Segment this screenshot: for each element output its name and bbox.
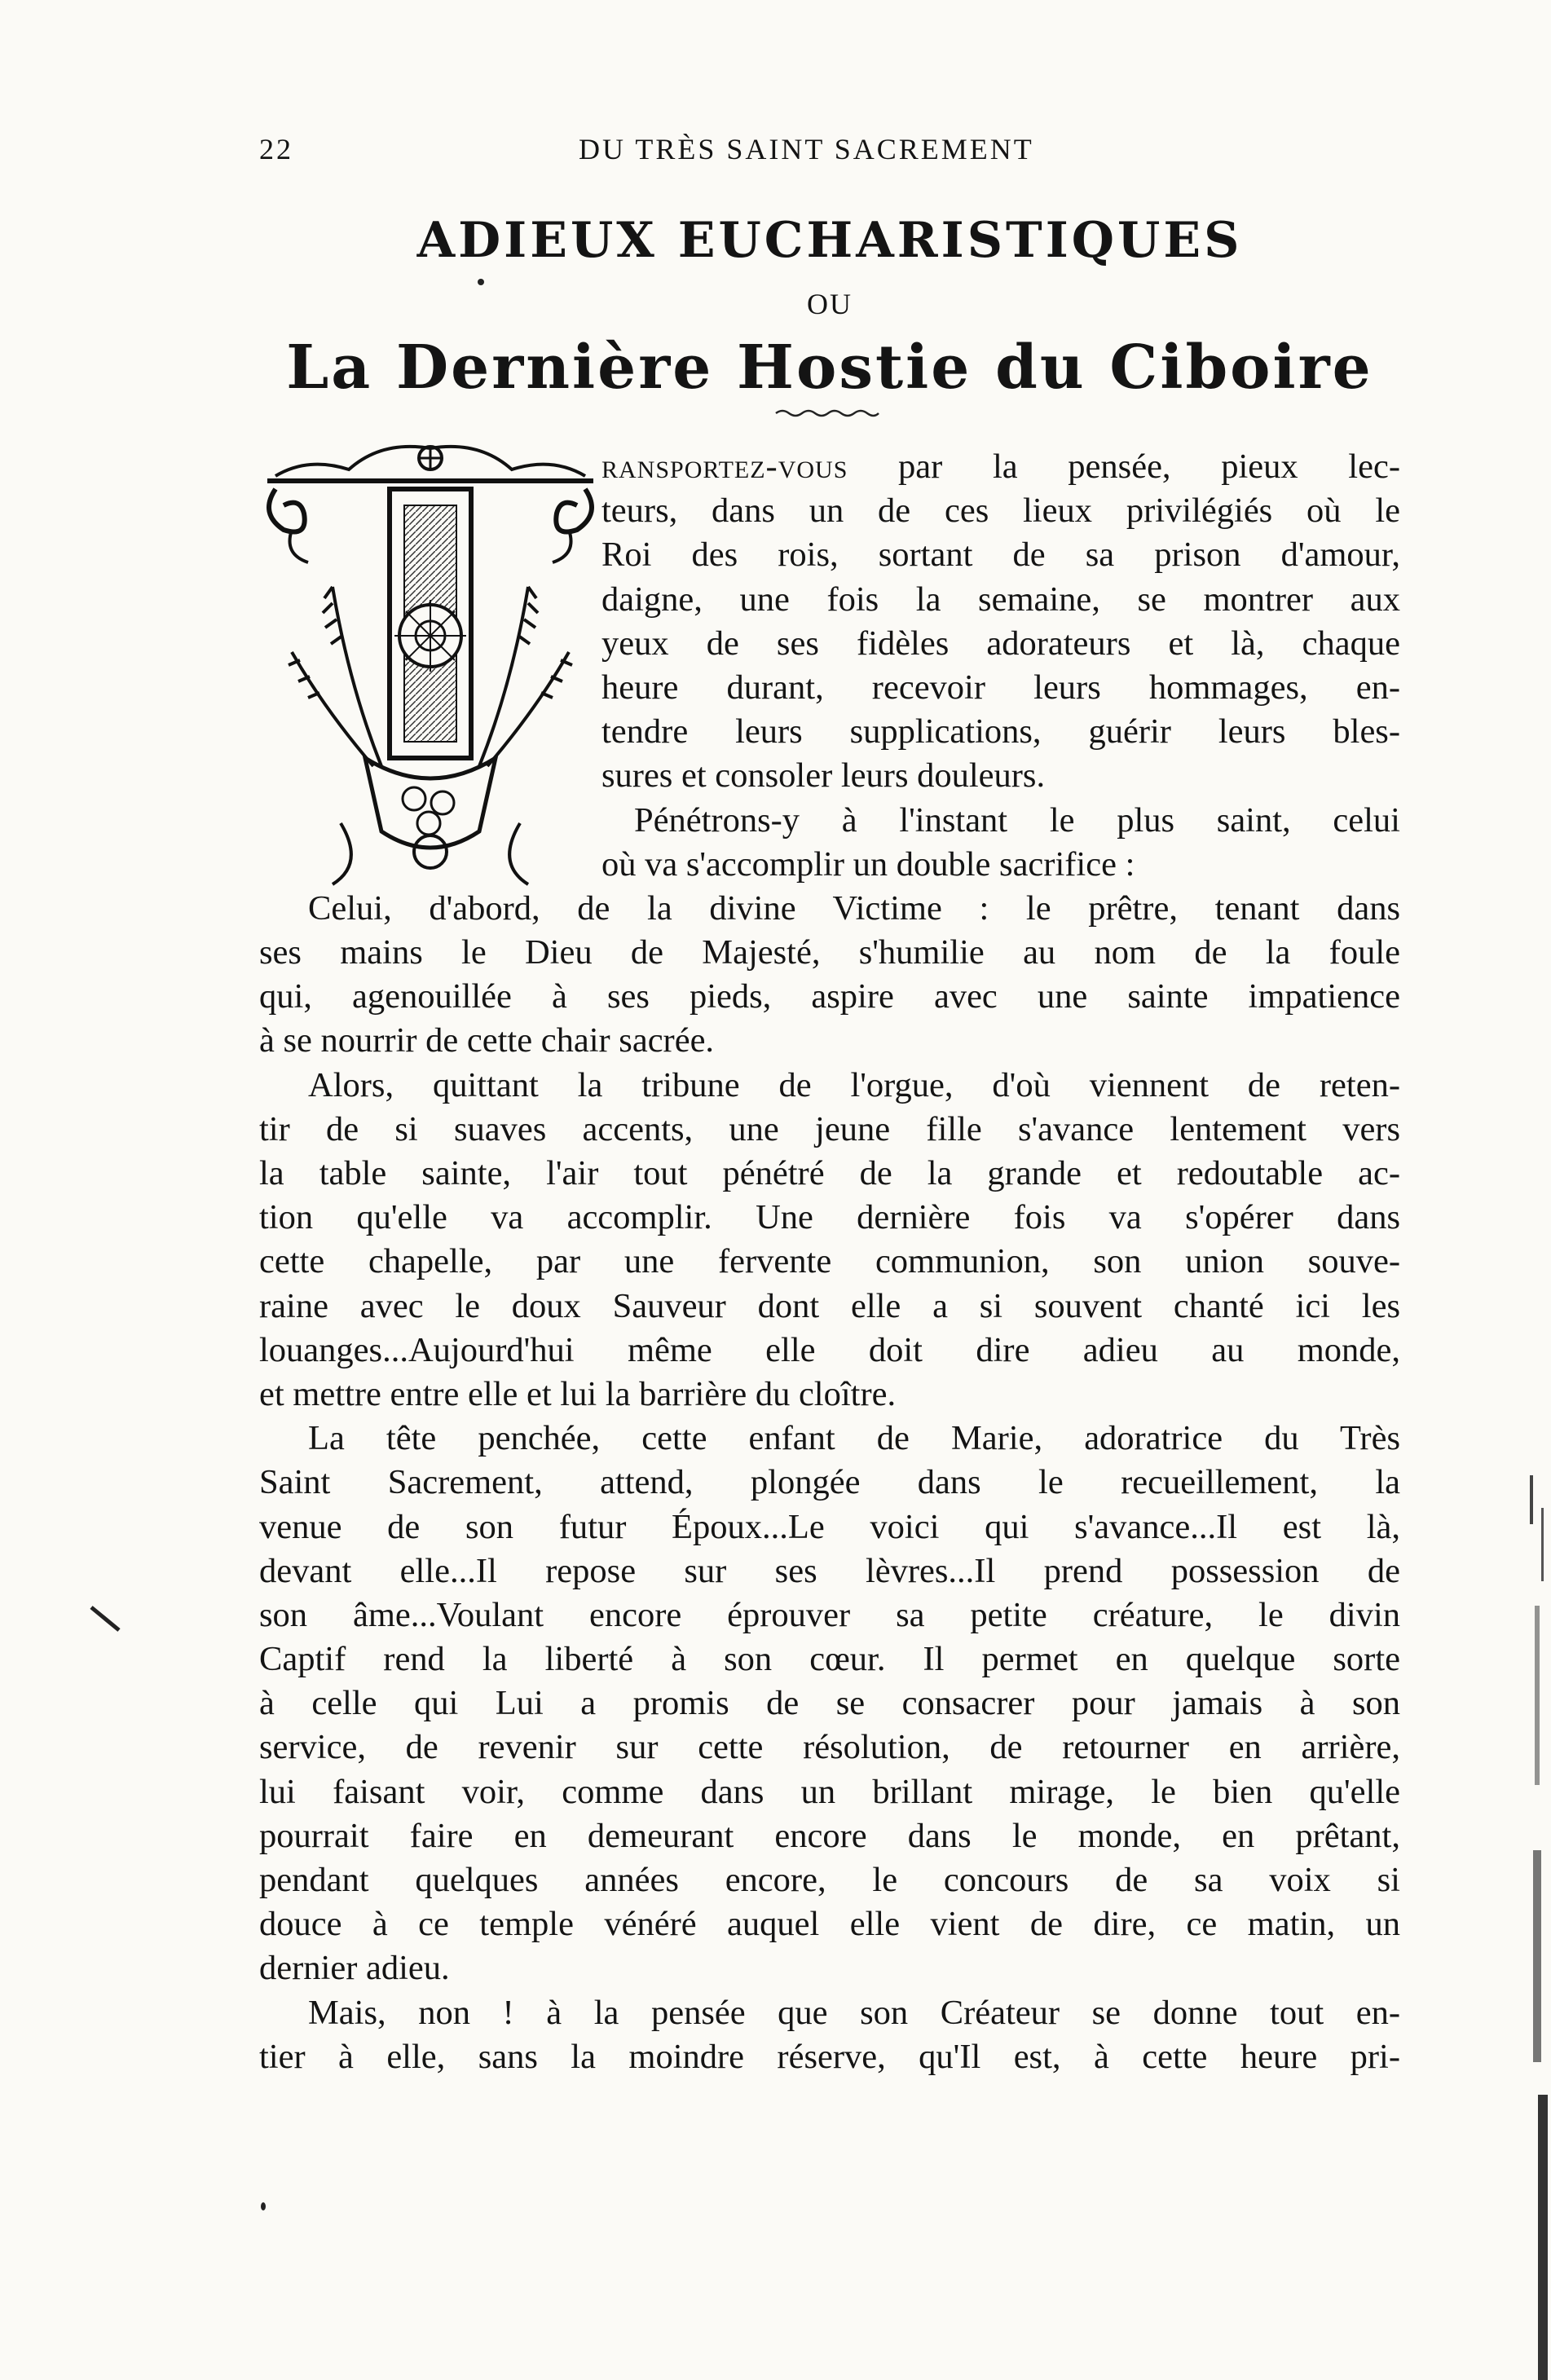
text-line: venue de son futur Époux...Le voici qui s'avance...Il est là, — [259, 1507, 1400, 1546]
text-line: pourrait faire en demeurant encore dans le monde, en prêtant, — [259, 1816, 1400, 1855]
text-line: tier à elle, sans la moindre réserve, qu'Il est, à cette heure pri- — [259, 2037, 1400, 2076]
text-line: la table sainte, l'air tout pénétré de la grande et redoutable ac- — [259, 1154, 1400, 1192]
text-line: qui, agenouillée à ses pieds, aspire avec une sainte impatience — [259, 977, 1400, 1016]
text-line: yeux de ses fidèles adorateurs et là, chaque — [601, 624, 1400, 663]
text-line: tir de si suaves accents, une jeune fille s'avance lentement vers — [259, 1109, 1400, 1148]
speck-mark-icon — [476, 277, 486, 287]
text-line: Roi des rois, sortant de sa prison d'amour, — [601, 536, 1400, 575]
title-rule-ornament-icon — [774, 408, 880, 419]
text-line: lui faisant voir, comme dans un brillant mirage, le bien qu'elle — [259, 1772, 1400, 1811]
text-line: dernier adieu. — [259, 1949, 450, 1988]
chapter-title: ADIEUX EUCHARISTIQUES — [416, 212, 1243, 269]
text-line: service, de revenir sur cette résolution, de retourner en arrière, — [259, 1728, 1400, 1767]
text-line: douce à ce temple vénéré auquel elle vient de dire, ce matin, un — [259, 1905, 1400, 1944]
text-line: daigne, une fois la semaine, se montrer aux — [601, 580, 1400, 619]
lead-in-text: ransportez-vous — [601, 447, 848, 486]
title-connector: OU — [807, 288, 853, 320]
text-line: heure durant, recevoir leurs hommages, en- — [601, 668, 1400, 707]
text-line: où va s'accomplir un double sacrifice : — [601, 844, 1135, 884]
chapter-subtitle: La Dernière Hostie du Ciboire — [286, 333, 1373, 403]
text-line: tendre leurs supplications, guérir leurs bles- — [601, 712, 1400, 751]
speck-mark-icon — [259, 2201, 267, 2212]
text-line: Saint Sacrement, attend, plongée dans le recueillement, la — [259, 1463, 1400, 1502]
text-line: et mettre entre elle et lui la barrière du cloître. — [259, 1374, 897, 1413]
text-line: La tête penchée, cette enfant de Marie, adoratrice du Très — [308, 1419, 1400, 1458]
body-text — [259, 445, 1400, 2079]
text-line: ransportez-vous par la pensée, pieux lec- — [601, 447, 1400, 486]
running-header — [259, 132, 1400, 173]
text-line: à se nourrir de cette chair sacrée. — [259, 1021, 715, 1060]
text-line: Pénétrons-y à l'instant le plus saint, celui — [634, 800, 1400, 840]
text-line: Captif rend la liberté à son cœur. Il permet en quelque sorte — [259, 1640, 1400, 1679]
text-line: à celle qui Lui a promis de se consacrer pour jamais à son — [259, 1684, 1400, 1723]
text-line: louanges...Aujourd'hui même elle doit dire adieu au monde, — [259, 1330, 1400, 1369]
stray-stroke-mark-icon — [90, 1606, 122, 1633]
text-line: tion qu'elle va accomplir. Une dernière fois va s'opérer dans — [259, 1198, 1400, 1237]
text-line: cette chapelle, par une fervente communion, son union souve- — [259, 1242, 1400, 1281]
text-line: Alors, quittant la tribune de l'orgue, d'où viennent de reten- — [308, 1065, 1400, 1104]
text-line: devant elle...Il repose sur ses lèvres...Il prend possession de — [259, 1551, 1400, 1590]
text-line: Mais, non ! à la pensée que son Créateur se donne tout en- — [308, 1993, 1400, 2032]
text-line: pendant quelques années encore, le concours de sa voix si — [259, 1861, 1400, 1899]
text-line: Celui, d'abord, de la divine Victime : le prêtre, tenant dans — [308, 888, 1400, 928]
text-line: ses mains le Dieu de Majesté, s'humilie au nom de la foule — [259, 933, 1400, 972]
text-line: son âme...Voulant encore éprouver sa petite créature, le divin — [259, 1595, 1400, 1634]
page-edge-scan-artifact-icon — [1518, 1361, 1551, 2380]
text-line: teurs, dans un de ces lieux privilégiés où le — [601, 491, 1400, 531]
running-title: DU TRÈS SAINT SACREMENT — [579, 133, 1034, 165]
text-line: sures et consoler leurs douleurs. — [601, 756, 1046, 796]
page-number: 22 — [259, 133, 293, 165]
text-line: raine avec le doux Sauveur dont elle a si souvent chanté ici les — [259, 1286, 1400, 1325]
